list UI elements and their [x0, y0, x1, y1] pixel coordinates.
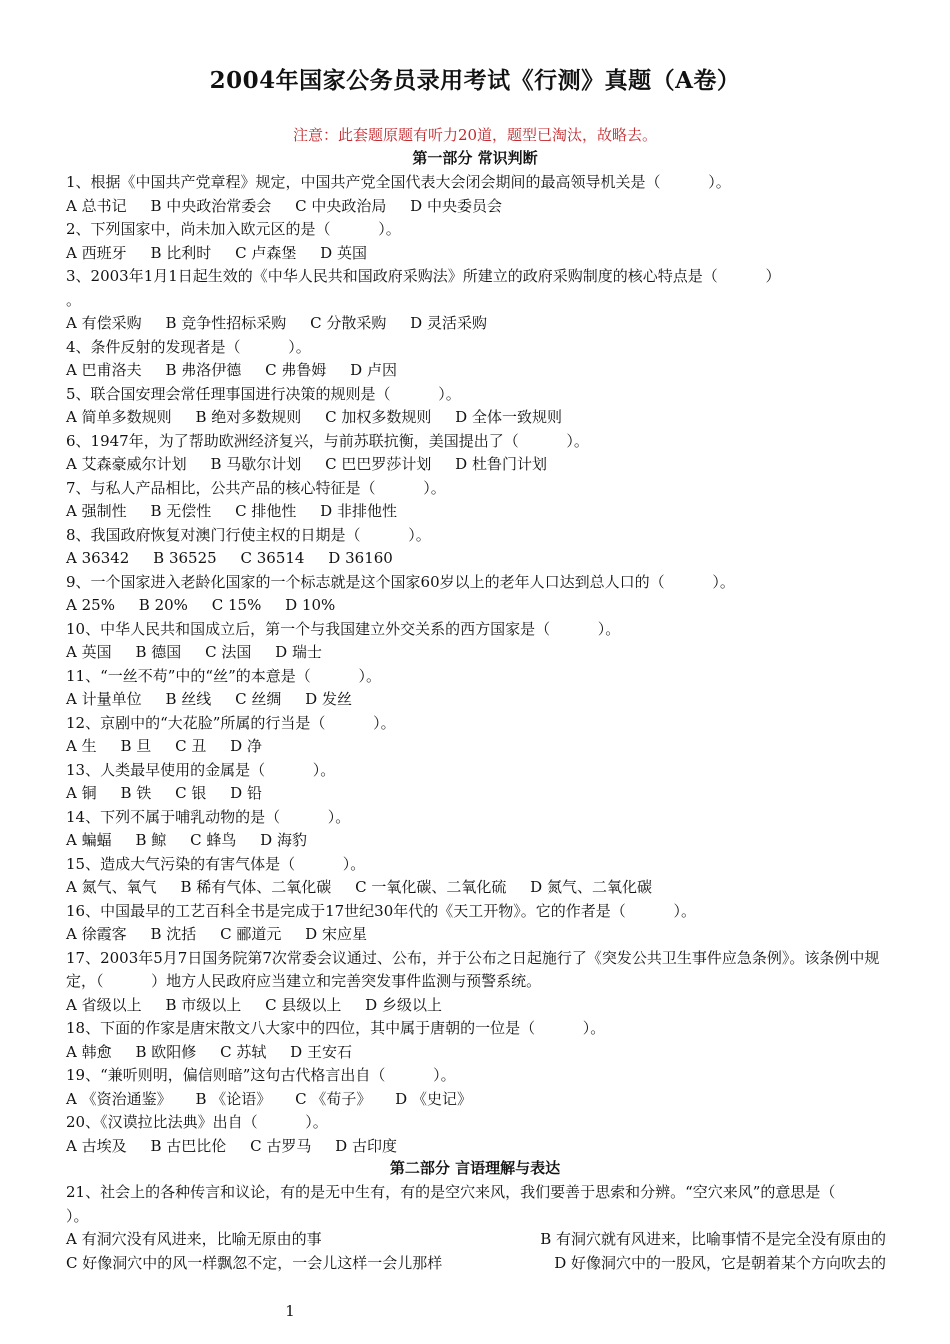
question-item	[66, 430, 886, 477]
question-options: A 西班牙 B 比利时 C 卢森堡 D 英国	[66, 243, 367, 262]
question-stem: 11、“一丝不苟”中的“丝”的本意是（ ）。	[66, 666, 381, 685]
page-number: 1	[285, 1302, 295, 1320]
question-options: A 省级以上 B 市级以上 C 县级以上 D 乡级以上	[66, 995, 442, 1014]
question-stem: 7、与私人产品相比，公共产品的核心特征是（ ）。	[66, 478, 446, 497]
question-options: A 氮气、氧气 B 稀有气体、二氧化碳 C 一氧化碳、二氧化硫 D 氮气、二氧化碳	[66, 878, 652, 896]
question-stem: 6、1947年，为了帮助欧洲经济复兴，与前苏联抗衡，美国提出了（ ）。	[66, 431, 589, 450]
question-stem: 19、“兼听则明，偏信则暗”这句古代格言出自（ ）。	[66, 1066, 456, 1084]
question-options: A 有偿采购 B 竞争性招标采购 C 分散采购 D 灵活采购	[66, 314, 487, 332]
question-stem: 12、京剧中的“大花脸”所属的行当是（ ）。	[66, 713, 396, 732]
notice-text: 注意：此套题原题有听力20道，题型已淘汰，故略去。	[292, 126, 658, 144]
question-options: A 蝙蝠 B 鲸 C 蜂鸟 D 海豹	[66, 831, 307, 849]
document-title: 2004年国家公务员录用考试《行测》真题（A卷）	[209, 67, 741, 94]
question-options: A 简单多数规则 B 绝对多数规则 C 加权多数规则 D 全体一致规则	[66, 408, 562, 426]
question-item	[66, 477, 886, 524]
option-row	[66, 1252, 886, 1276]
question-options: A 总书记 B 中央政治常委会 C 中央政治局 D 中央委员会	[66, 196, 502, 215]
option-b: B 有洞穴就有风进来，比喻事情不是完全没有原由的	[540, 1230, 886, 1248]
question-stem: 21、社会上的各种传言和议论，有的是无中生有，有的是空穴来风，我们要善于思索和分辨。“空穴来风”的意思是（ ）。	[66, 1183, 884, 1225]
option-a: A 有洞穴没有风进来，比喻无原由的事	[66, 1230, 322, 1248]
question-options: A 艾森豪威尔计划 B 马歇尔计划 C 巴巴罗莎计划 D 杜鲁门计划	[66, 455, 547, 473]
option-d: D 好像洞穴中的一股风，它是朝着某个方向吹去的	[554, 1253, 886, 1272]
question-stem: 3、2003年1月1日起生效的《中华人民共和国政府采购法》所建立的政府采购制度的核心特点是（ ） 。	[66, 267, 781, 309]
section-title-2: 第二部分 言语理解与表达	[389, 1159, 561, 1177]
question-options: A 英国 B 德国 C 法国 D 瑞士	[66, 643, 322, 661]
question-item	[66, 712, 886, 759]
question-item	[66, 524, 886, 571]
option-row	[66, 1228, 886, 1252]
question-item	[66, 1017, 886, 1064]
question-options: A 36342 B 36525 C 36514 D 36160	[66, 549, 393, 567]
question-stem: 1、根据《中国共产党章程》规定，中国共产党全国代表大会闭会期间的最高领导机关是（ ）。	[66, 173, 731, 191]
question-stem: 5、联合国安理会常任理事国进行决策的规则是（ ）。	[66, 384, 461, 403]
question-item	[66, 336, 886, 383]
question-stem: 20、《汉谟拉比法典》出自（ ）。	[66, 1113, 328, 1131]
option-c: C 好像洞穴中的风一样飘忽不定，一会儿这样一会儿那样	[66, 1253, 443, 1272]
question-item	[66, 759, 886, 806]
question-item	[66, 665, 886, 712]
question-options: A 计量单位 B 丝线 C 丝绸 D 发丝	[66, 690, 352, 708]
question-item	[66, 265, 886, 336]
question-options: A 徐霞客 B 沈括 C 郦道元 D 宋应星	[66, 925, 367, 943]
question-options: A 韩愈 B 欧阳修 C 苏轼 D 王安石	[66, 1042, 352, 1061]
question-options: A 生 B 旦 C 丑 D 净	[66, 737, 262, 755]
question-options: A 古埃及 B 古巴比伦 C 古罗马 D 古印度	[66, 1136, 397, 1155]
question-options: A 巴甫洛夫 B 弗洛伊德 C 弗鲁姆 D 卢因	[66, 361, 397, 379]
question-stem: 13、人类最早使用的金属是（ ）。	[66, 760, 336, 779]
question-options: A 铜 B 铁 C 银 D 铅	[66, 784, 262, 802]
question-stem: 8、我国政府恢复对澳门行使主权的日期是（ ）。	[66, 525, 431, 544]
question-stem: 2、下列国家中，尚未加入欧元区的是（ ）。	[66, 220, 401, 238]
section-title-1: 第一部分 常识判断	[412, 149, 538, 167]
question-item	[66, 571, 886, 618]
question-21	[66, 1181, 886, 1275]
question-list	[66, 171, 886, 1158]
question-stem: 10、中华人民共和国成立后，第一个与我国建立外交关系的西方国家是（ ）。	[66, 619, 621, 638]
question-options: A 25% B 20% C 15% D 10%	[66, 596, 336, 614]
question-item	[66, 383, 886, 430]
question-item	[66, 900, 886, 947]
question-item	[66, 1111, 886, 1158]
question-stem: 14、下列不属于哺乳动物的是（ ）。	[66, 807, 351, 826]
question-stem: 17、2003年5月7日国务院第7次常委会议通过、公布，并于公布之日起施行了《突发公共卫生事件应急条例》。该条例中规定，（ ）地方人民政府应当建立和完善突发事件监测与预警系统。	[66, 948, 880, 990]
question-stem: 15、造成大气污染的有害气体是（ ）。	[66, 854, 366, 873]
question-item	[66, 1064, 886, 1111]
question-options: A 强制性 B 无偿性 C 排他性 D 非排他性	[66, 502, 397, 520]
question-options: A 《资治通鉴》 B 《论语》 C 《荀子》 D 《史记》	[66, 1089, 472, 1108]
question-stem: 16、中国最早的工艺百科全书是完成于17世纪30年代的《天工开物》。它的作者是（ ）。	[66, 901, 696, 920]
question-stem: 18、下面的作家是唐宋散文八大家中的四位，其中属于唐朝的一位是（ ）。	[66, 1019, 606, 1037]
question-item	[66, 806, 886, 853]
question-stem: 4、条件反射的发现者是（ ）。	[66, 337, 311, 356]
question-stem: 9、一个国家进入老龄化国家的一个标志就是这个国家60岁以上的老年人口达到总人口的（ ）。	[66, 572, 735, 591]
question-item	[66, 947, 886, 1018]
question-item	[66, 218, 886, 265]
question-item	[66, 171, 886, 218]
question-item	[66, 618, 886, 665]
question-item	[66, 853, 886, 900]
